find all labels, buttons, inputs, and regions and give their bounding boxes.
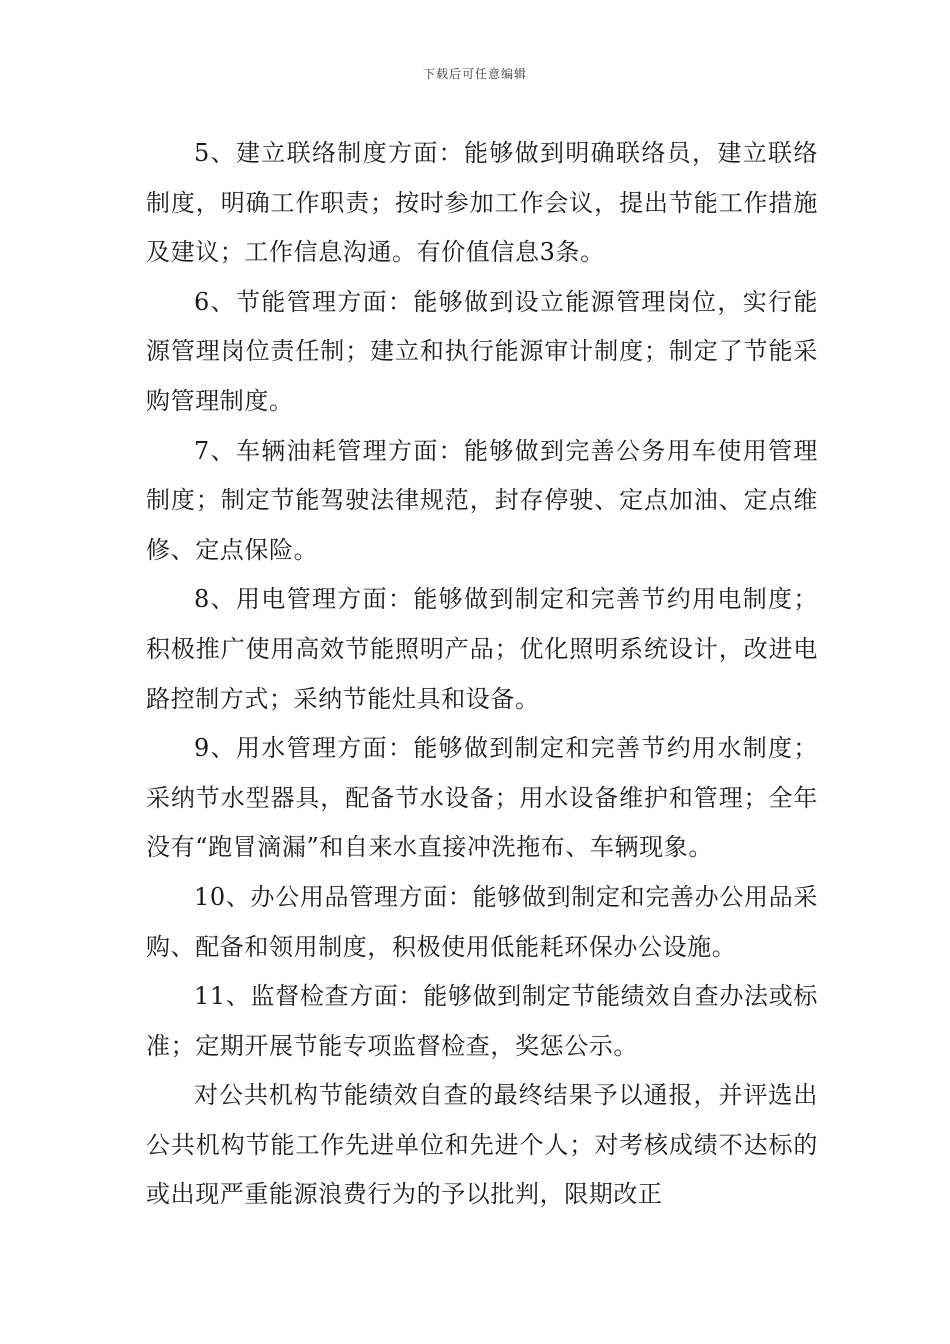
paragraph-liaison-system: 5、建立联络制度方面：能够做到明确联络员，建立联络制度，明确工作职责；按时参加工作会议，提出节能工作措施及建议；工作信息沟通。有价值信息3条。 — [146, 139, 818, 267]
document-body — [146, 129, 818, 1220]
page-header-note: 下载后可任意编辑 — [422, 67, 527, 81]
paragraph-office-supplies: 10、办公用品管理方面：能够做到制定和完善办公用品采购、配备和领用制度，积极使用低能耗环保办公设施。 — [146, 882, 818, 961]
paragraph-supervision: 11、监督检查方面：能够做到制定节能绩效自查办法或标准；定期开展节能专项监督检查，奖惩公示。 — [146, 982, 818, 1060]
paragraph-electricity: 8、用电管理方面：能够做到制定和完善节约用电制度；积极推广使用高效节能照明产品；优化照明系统设计，改进电路控制方式；采纳节能灶具和设备。 — [146, 585, 818, 713]
paragraph-results-report: 对公共机构节能绩效自查的最终结果予以通报，并评选出公共机构节能工作先进单位和先进个人；对考核成绩不达标的或出现严重能源浪费行为的予以批判，限期改正 — [146, 1081, 818, 1209]
paragraph-vehicle-fuel: 7、车辆油耗管理方面：能够做到完善公务用车使用管理制度；制定节能驾驶法律规范，封存停驶、定点加油、定点维修、定点保险。 — [146, 436, 818, 564]
paragraph-energy-management: 6、节能管理方面：能够做到设立能源管理岗位，实行能源管理岗位责任制；建立和执行能源审计制度；制定了节能采购管理制度。 — [146, 287, 818, 415]
paragraph-water: 9、用水管理方面：能够做到制定和完善节约用水制度；采纳节水型器具，配备节水设备；用水设备维护和管理；全年没有“跑冒滴漏”和自来水直接冲洗拖布、车辆现象。 — [146, 734, 818, 862]
